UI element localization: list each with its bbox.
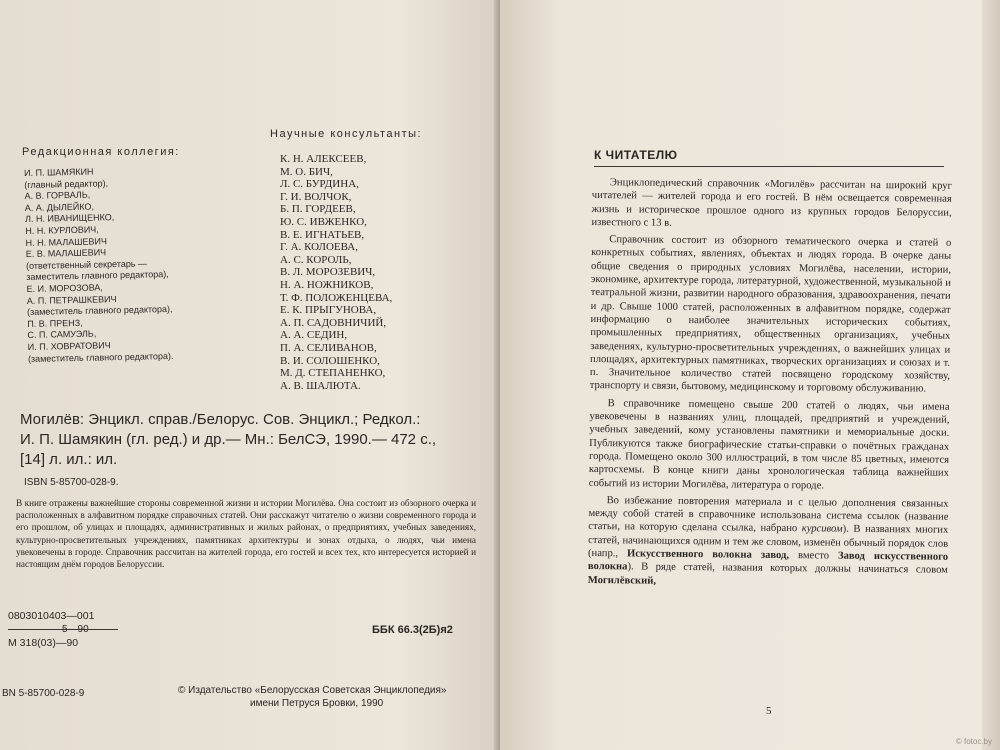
board-member: (главный редактор),: [24, 177, 109, 190]
board-member: А. П. ПЕТРАШКЕВИЧ: [26, 293, 117, 306]
preface-paragraph: Энциклопедический справочник «Могилёв» рассчитан на широкий круг читателей — жителей города и его гостей. В нём освещается современная жизнь и историческое прошлое одного из крупных городов Белоруссии, известного с 13 в.: [591, 177, 952, 229]
page-number: 5: [766, 705, 772, 717]
board-member: А. А. ДЫЛЕЙКО,: [24, 201, 95, 213]
board-member: Е. И. МОРОЗОВА,: [26, 282, 103, 294]
consultant-name: А. П. САДОВНИЧИЙ,: [280, 316, 387, 329]
consultant-name: М. О. БИЧ,: [280, 165, 333, 178]
board-member: (ответственный секретарь —: [25, 258, 148, 271]
consultant-name: Т. Ф. ПОЛОЖЕНЦЕВА,: [280, 291, 393, 304]
consultant-name: В. И. СОЛОШЕНКО,: [280, 354, 380, 367]
board-member: И. П. ШАМЯКИН: [24, 166, 94, 178]
consultants-list: [280, 153, 392, 392]
publisher-imprint: [178, 684, 447, 710]
board-member: Н. Н. КУРЛОВИЧ,: [25, 224, 99, 236]
consultant-name: Е. К. ПРЫГУНОВА,: [280, 304, 377, 317]
catalog-code: 0803010403—001: [8, 610, 95, 622]
consultant-name: П. А. СЕЛИВАНОВ,: [280, 341, 377, 354]
title-rule: [594, 166, 944, 167]
consultants-heading: Научные консультанты:: [270, 128, 423, 140]
preface-text: [588, 176, 952, 595]
publisher-line: имени Петруся Бровки, 1990: [250, 698, 384, 709]
consultant-name: Л. С. БУРДИНА,: [280, 178, 359, 191]
board-member: А. В. ГОРВАЛЬ,: [24, 189, 91, 202]
text-run: вместо: [789, 550, 839, 562]
biblio-line: И. П. Шамякин (гл. ред.) и др.— Мн.: БелСЭ, 1990.— 472 с.,: [20, 431, 437, 448]
editorial-board-heading: Редакционная коллегия:: [22, 146, 180, 158]
biblio-line: Могилёв: Энцикл. справ./Белорус. Сов. Энцикл.; Редкол.:: [20, 411, 421, 428]
board-member: Е. В. МАЛАШЕВИЧ: [25, 247, 107, 260]
consultant-name: Г. И. ВОЛЧОК,: [280, 190, 352, 203]
board-member: Н. Н. МАЛАШЕВИЧ: [25, 235, 107, 248]
consultant-name: А. А. СЕДИН,: [280, 329, 348, 342]
preface-paragraph: [588, 494, 949, 591]
consultant-name: А. С. КОРОЛЬ,: [280, 253, 352, 266]
preface-paragraph: Справочник состоит из обзорного тематического очерка и статей о конкретных событиях, явлениях, объектах и людях города. В очерке даны общие сведения о природных условиях Могилёва, населении, истории, экономике, архитектуре города, литературной, художественной, музыкальной и театральной жизни, развитии народного образования, здравоохранения, печати и др. Свыше 1000 статей, расположенных в алфавитном порядке, содержат информацию о наиболее значительных исторических событиях, промышленных предприятиях, общественных организациях, учебных заведениях, культурно-просветительных учреждениях, о важнейших улицах и площадях, архитектурных памятниках, творческих организациях и союзах и т. п. Значительное количество статей посвящено городскому хозяйству, транспорту и связи, бытовому, медицинскому и торговому обслуживанию.: [589, 234, 952, 395]
isbn: ISBN 5-85700-028-9.: [24, 477, 119, 488]
text-run: ). В названиях многих статей, начинающихся одним и тем же словом, изменён обычный порядок слов (напр.,: [587, 524, 949, 560]
text-run: Во избежание повторения материала и с целью дополнения связанных между собой статей в справочнике использована система ссылок (название статьи, на которую сделана ссылка, набрано: [588, 494, 949, 535]
bold-run: Завод искусственного волокна: [587, 550, 949, 573]
text-run: ). В ряде статей, названия которых должны начинаться словом: [627, 561, 948, 577]
board-member: Л. Н. ИВАНИЩЕНКО,: [24, 212, 115, 225]
consultant-name: М. Д. СТЕПАНЕНКО,: [280, 367, 386, 380]
page-edge: [982, 0, 1000, 750]
bbk-code: ББК 66.3(2Б)я2: [372, 624, 453, 636]
board-member: И. П. ХОВРАТОВИЧ: [27, 340, 111, 352]
consultant-name: Н. А. НОЖНИКОВ,: [280, 278, 374, 291]
consultant-name: К. Н. АЛЕКСЕЕВ,: [280, 153, 367, 165]
consultant-name: Ю. С. ИВЖЕНКО,: [280, 215, 367, 228]
preface-title: К ЧИТАТЕЛЮ: [594, 148, 678, 162]
board-member: заместитель главного редактора),: [26, 269, 169, 283]
bibliographic-record: [20, 410, 490, 470]
board-member: С. П. САМУЭЛЬ,: [27, 328, 97, 341]
bold-run: Могилёвский,: [587, 574, 657, 587]
italic-run: курсивом: [801, 523, 843, 536]
watermark: © fotoc.by: [955, 737, 992, 746]
board-member: (заместитель главного редактора),: [26, 304, 173, 318]
catalog-code-suffix: 5—90: [62, 624, 89, 635]
biblio-line: [14] л. ил.: ил.: [20, 451, 118, 468]
catalog-code-m: М 318(03)—90: [8, 637, 79, 649]
consultant-name: В. Е. ИГНАТЬЕВ,: [280, 228, 365, 241]
isbn-bottom: BN 5-85700-028-9: [2, 688, 85, 699]
consultant-name: Б. П. ГОРДЕЕВ,: [280, 203, 356, 216]
board-member: (заместитель главного редактора).: [27, 350, 174, 364]
consultant-name: В. Л. МОРОЗЕВИЧ,: [280, 266, 376, 279]
catalog-rule: [8, 628, 128, 630]
editorial-board-list: [24, 164, 228, 365]
book-abstract: В книге отражены важнейшие стороны современной жизни и истории Могилёва. Она состоит из обзорного очерка и расположенных в алфавитном порядке справочных статей. Они расскажут читателю о жизни современного города и его прошлом, об улицах и площадях, административных и жилых районах, о предприятиях, учебных заведениях, культурно-просветительных учреждениях, памятниках архитектуры и зонах отдыха, о людях, чьи имена увековечены в городе. Справочник рассчитан на жителей города, его гостей и всех тех, кто интересуется историей и настоящим днём городов Белоруссии.: [16, 498, 476, 570]
bold-run: Искусственного волокна завод,: [627, 548, 790, 562]
preface-paragraph: В справочнике помещено свыше 200 статей о людях, чьи имена увековечены в названиях улиц, площадей, предприятий и учреждений, учебных заведений, кому установлены памятники и мемориальные доски. Публикуются также биографические статьи-справки о почётных гражданах города. Помещено около 300 иллюстраций, в том числе 85 цветных, имеются картосхемы. В конце книги даны хронологическая таблица важнейших событий из истории Могилёва, литература о городе.: [588, 397, 950, 491]
consultant-name: Г. А. КОЛОЕВА,: [280, 241, 358, 254]
consultant-name: А. В. ШАЛЮТА.: [280, 379, 361, 392]
publisher-line: © Издательство «Белорусская Советская Энциклопедия»: [178, 685, 447, 696]
board-member: П. В. ПРЕНЗ,: [27, 317, 83, 329]
